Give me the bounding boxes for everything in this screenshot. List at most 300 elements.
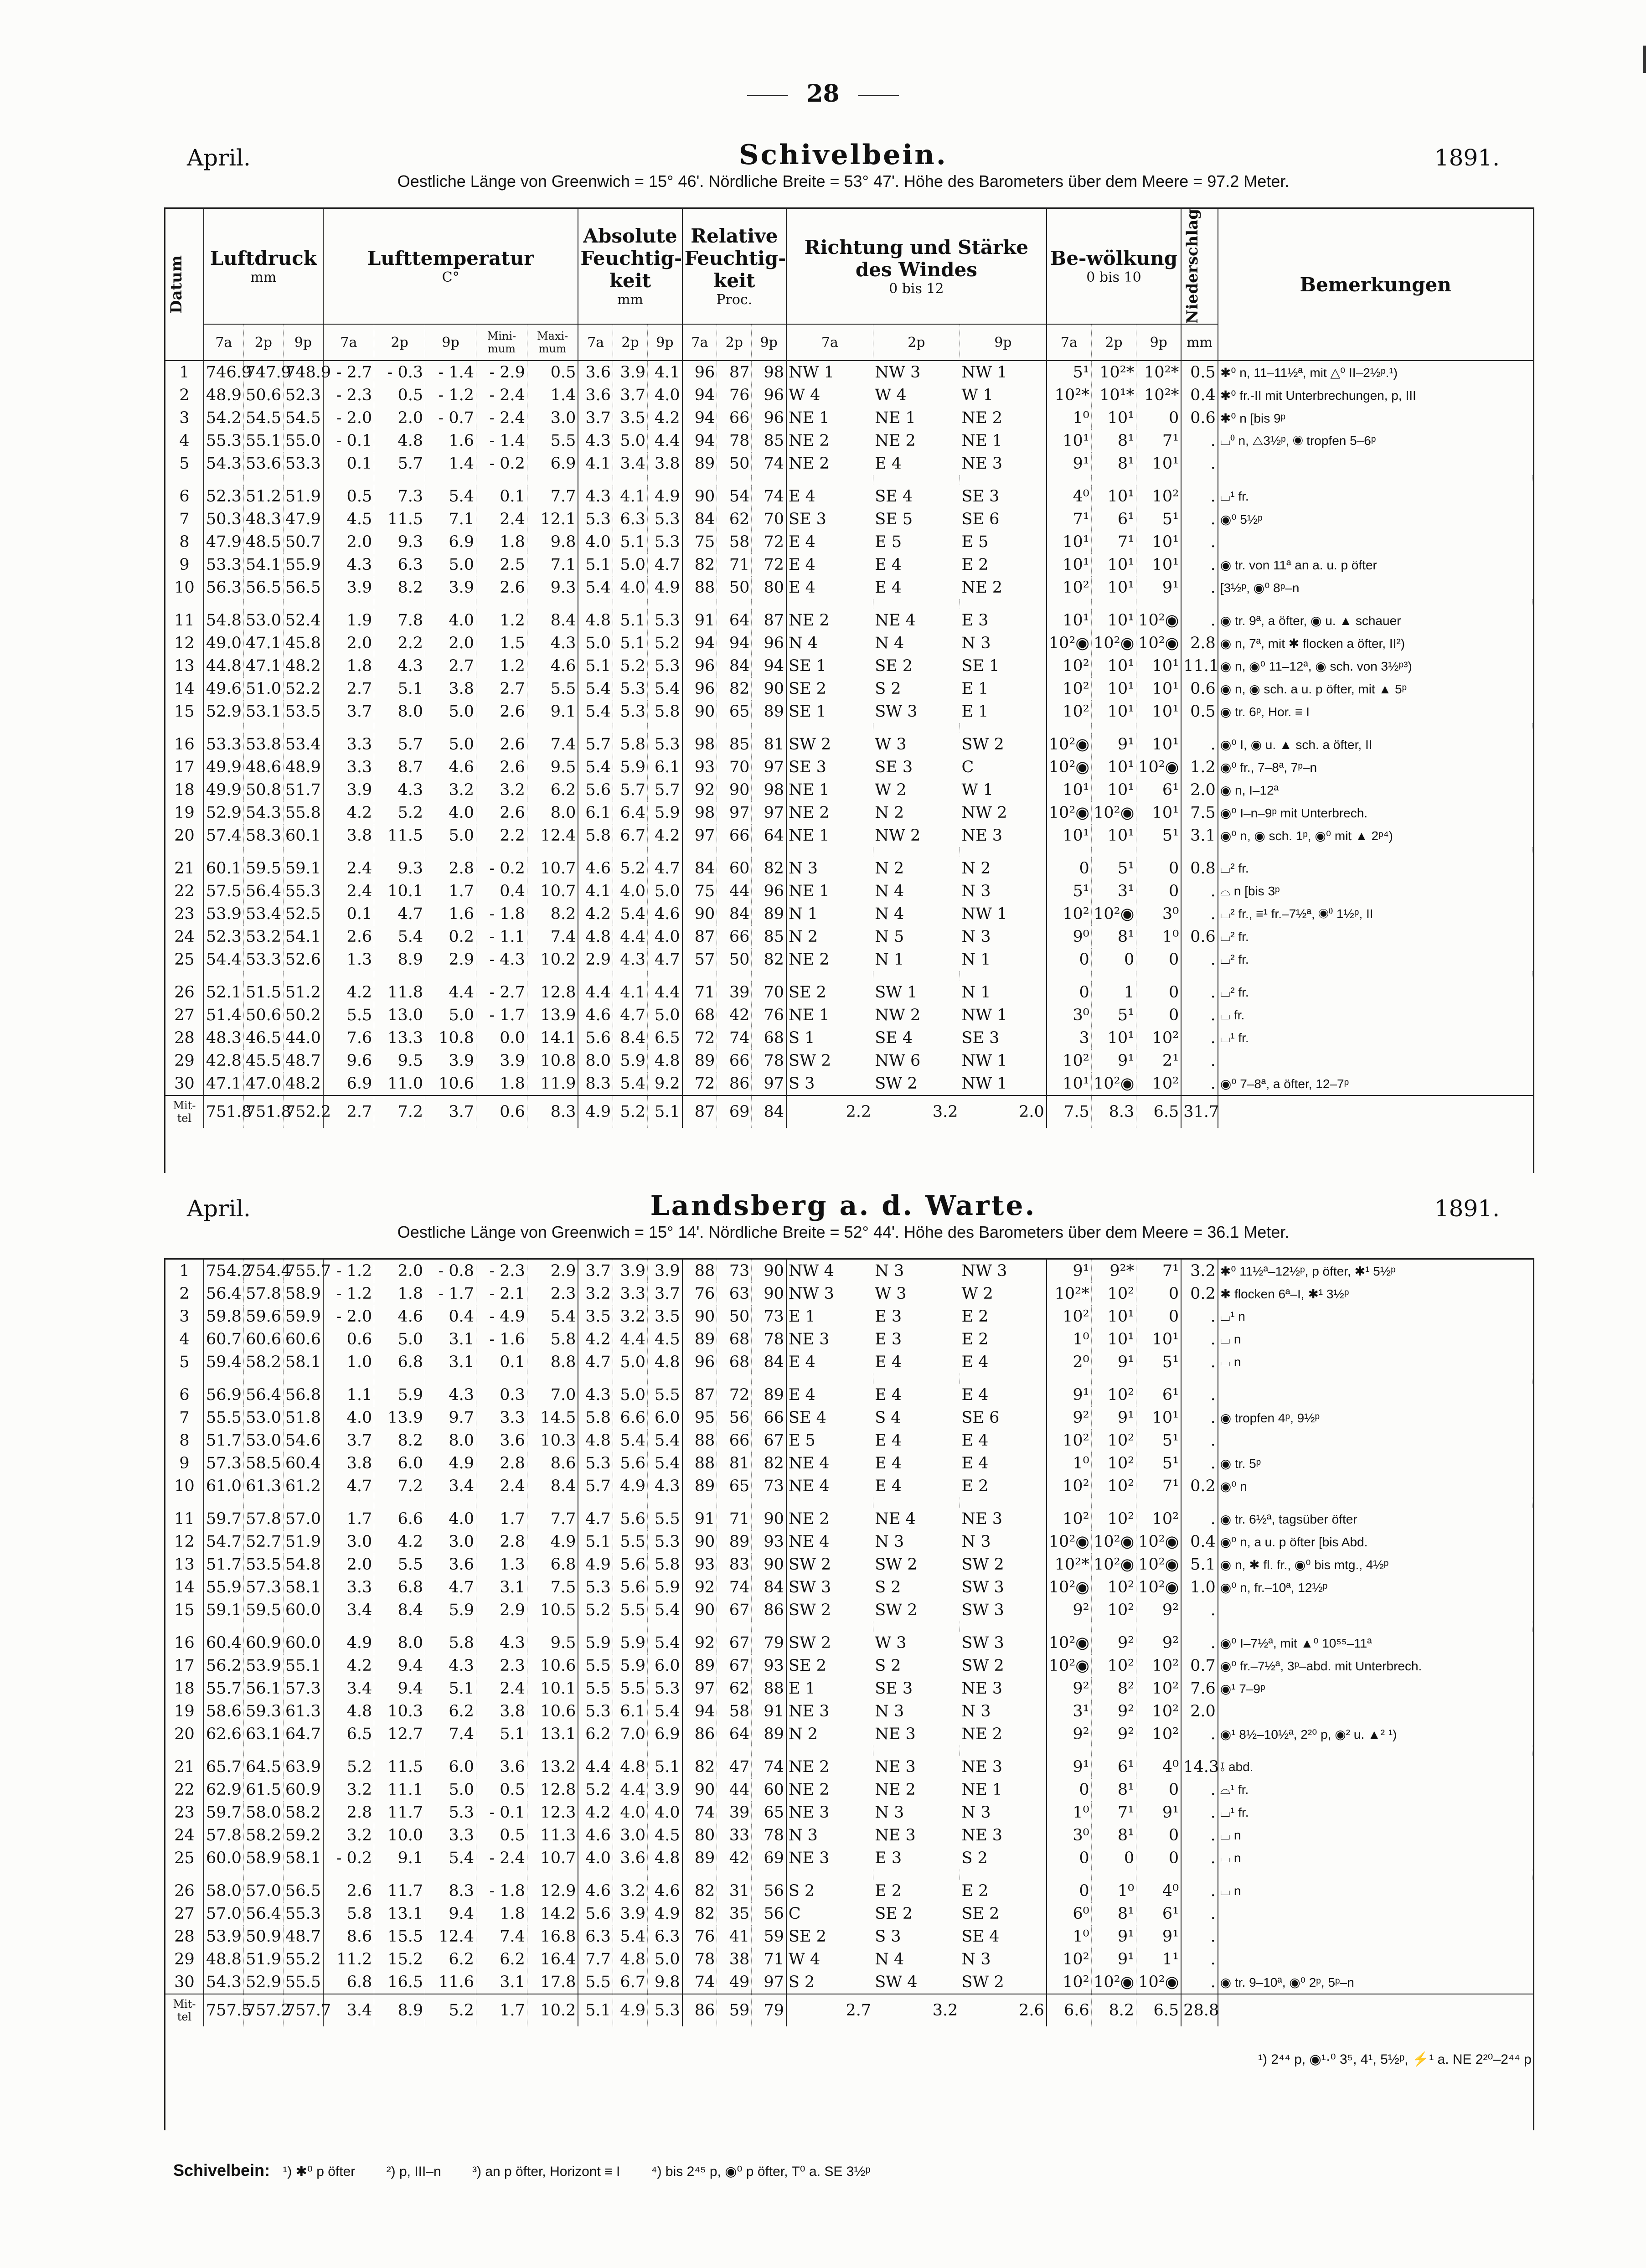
remark-cell: ✱⁰ n [bis 9ᵖ (1220, 411, 1286, 425)
value-cell: . (1181, 1847, 1218, 1870)
spacer-cell (648, 971, 682, 981)
value-cell: 10¹ (1091, 576, 1136, 599)
value-cell: 1.0 (323, 1351, 374, 1374)
value-cell: 0.1 (323, 903, 374, 925)
value-cell: 2.4 (476, 508, 527, 531)
value-cell: 10² (1136, 1654, 1181, 1677)
value-cell: 5.4 (613, 1925, 647, 1948)
value-cell: 86 (717, 1072, 752, 1095)
value-cell: 5.6 (613, 1553, 647, 1576)
spacer-cell (578, 723, 613, 733)
value-cell: 11.6 (425, 1971, 476, 1994)
value-cell: 10.6 (527, 1700, 578, 1723)
value-cell: 51.2 (283, 981, 323, 1004)
value-cell: 10² (1091, 1508, 1136, 1530)
spacer-cell (425, 847, 476, 857)
value-cell: 10² (1136, 485, 1182, 508)
day-cell: 22 (165, 1778, 204, 1801)
value-cell: 9¹ (1091, 1925, 1136, 1948)
value-cell: 10¹ (1136, 677, 1182, 700)
value-cell: 10² (1047, 903, 1091, 925)
remark-cell: ⌴⁰ n, △3½ᵖ, ◉ tropfen 5–6ᵖ (1220, 433, 1376, 448)
value-cell: 54 (717, 485, 752, 508)
value-cell: 79 (752, 1632, 786, 1654)
value-cell: 10²◉ (1047, 1576, 1091, 1599)
value-cell: 42.8 (204, 1049, 243, 1072)
value-cell: 5.3 (613, 677, 647, 700)
value-cell: 14.2 (527, 1902, 578, 1925)
value-cell: 1.8 (323, 655, 374, 677)
day-cell: 22 (165, 880, 204, 903)
value-cell: 5.5 (648, 1384, 682, 1406)
spacer-cell (1136, 599, 1182, 609)
value-cell: NE 4 (788, 1477, 830, 1495)
day-cell: 2 (165, 384, 204, 407)
value-cell: 8.0 (374, 1632, 425, 1654)
value-cell: 59.1 (204, 1599, 243, 1622)
value-cell: 4.0 (613, 880, 647, 903)
value-cell: SE 1 (788, 703, 826, 721)
value-cell: 6.1 (578, 801, 613, 824)
spacer-cell (1181, 1746, 1218, 1756)
value-cell: N 4 (875, 905, 904, 924)
value-cell: 55.8 (283, 801, 323, 824)
value-cell: 49.6 (204, 677, 243, 700)
value-cell: 76 (717, 384, 752, 407)
value-cell: 59 (752, 1925, 786, 1948)
value-cell: W 4 (875, 386, 907, 405)
value-cell: 96 (752, 880, 786, 903)
value-cell: 3.7 (578, 407, 613, 429)
value-cell: 50.7 (283, 531, 323, 553)
value-cell: 4.3 (374, 655, 425, 677)
value-cell: 0.6 (1181, 407, 1218, 429)
day-cell: 19 (165, 1700, 204, 1723)
spacer-cell (786, 475, 873, 485)
spacer-cell (165, 599, 204, 609)
sub-header: Maxi-mum (527, 324, 578, 361)
value-cell: 4.9 (648, 576, 682, 599)
value-cell: . (1181, 1049, 1218, 1072)
value-cell: 3.4 (425, 1475, 476, 1498)
value-cell: 4.6 (578, 1880, 613, 1902)
spacer-cell (243, 599, 283, 609)
value-cell: 11.1 (1181, 655, 1218, 677)
value-cell: 10.0 (374, 1824, 425, 1847)
value-cell: 2.6 (476, 576, 527, 599)
spacer-cell (1218, 475, 1533, 485)
value-cell: 11.7 (374, 1880, 425, 1902)
spacer-cell (425, 599, 476, 609)
sub-header: 9p (960, 324, 1046, 361)
value-cell: 10¹ (1091, 407, 1136, 429)
table-row (165, 553, 1533, 576)
value-cell: 54.8 (204, 609, 243, 632)
value-cell: 10¹ (1091, 677, 1136, 700)
spacer-cell (578, 475, 613, 485)
value-cell: 97 (682, 1677, 717, 1700)
value-cell: 7.0 (527, 1384, 578, 1406)
table-row (165, 1847, 1533, 1870)
value-cell: - 2.4 (476, 407, 527, 429)
value-cell: 72 (752, 553, 786, 576)
value-cell: 5.2 (578, 1778, 613, 1801)
spacer-cell (1047, 1870, 1091, 1880)
sub-header: 2p (873, 324, 960, 361)
value-cell: 51.4 (204, 1004, 243, 1027)
value-cell: 4.0 (425, 1508, 476, 1530)
value-cell: 10² (1091, 1282, 1136, 1305)
value-cell: 89 (682, 1328, 717, 1351)
value-cell: 2.8 (323, 1801, 374, 1824)
value-cell: 1.2 (476, 655, 527, 677)
value-cell: 66 (717, 925, 752, 948)
spacer-cell (204, 723, 243, 733)
value-cell: 90 (682, 1530, 717, 1553)
spacer-cell (717, 1870, 752, 1880)
value-cell: 82 (752, 857, 786, 880)
value-cell: 6.4 (613, 801, 647, 824)
value-cell: 91 (752, 1700, 786, 1723)
spacer-cell (752, 1498, 786, 1508)
value-cell: 4.6 (578, 857, 613, 880)
day-cell: 29 (165, 1948, 204, 1971)
value-cell: 10²◉ (1136, 756, 1182, 779)
value-cell: 58.2 (243, 1351, 283, 1374)
spacer-cell (527, 475, 578, 485)
value-cell: 72 (717, 1384, 752, 1406)
value-cell: 59.5 (243, 1599, 283, 1622)
remark-cell: ⌴¹ fr. (1220, 1030, 1249, 1045)
spacer-cell (243, 847, 283, 857)
value-cell: NE 3 (960, 1824, 1046, 1847)
value-cell: 47.9 (283, 508, 323, 531)
value-cell: 17.8 (527, 1971, 578, 1994)
remark-cell: ⌴ n (1220, 1850, 1241, 1865)
value-cell: 0 (1136, 880, 1182, 903)
value-cell: SE 4 (875, 1029, 913, 1048)
value-cell: N 2 (788, 928, 818, 946)
value-cell: . (1181, 1072, 1218, 1095)
value-cell: 3¹ (1091, 880, 1136, 903)
spacer-cell (243, 475, 283, 485)
value-cell: 3.9 (613, 1902, 647, 1925)
spacer-cell (165, 1374, 204, 1384)
remark-cell: ◉ tropfen 4ᵖ, 9½ᵖ (1220, 1410, 1320, 1425)
value-cell: 0.1 (476, 1351, 527, 1374)
value-cell: 0 (1091, 948, 1136, 971)
spacer-cell (323, 1374, 374, 1384)
spacer-cell (425, 1374, 476, 1384)
value-cell: 4.6 (374, 1305, 425, 1328)
value-cell: NE 2 (875, 1781, 916, 1799)
value-cell: 0.5 (374, 384, 425, 407)
value-cell: - 1.4 (425, 361, 476, 384)
value-cell: NE 3 (960, 1677, 1046, 1700)
value-cell: 3.9 (613, 1260, 647, 1282)
spacer-cell (323, 1746, 374, 1756)
value-cell: 6.2 (527, 779, 578, 801)
value-cell: 10²◉ (1047, 1530, 1091, 1553)
mean-cell: 1.7 (476, 1994, 527, 2026)
spacer-cell (752, 1622, 786, 1632)
value-cell: 0.5 (476, 1778, 527, 1801)
spacer-cell (1218, 847, 1533, 857)
value-cell: 0 (1136, 407, 1182, 429)
value-cell: 4.6 (648, 903, 682, 925)
value-cell: N 3 (960, 925, 1046, 948)
spacer-cell (578, 1870, 613, 1880)
spacer-cell (323, 971, 374, 981)
value-cell: E 4 (960, 1384, 1046, 1406)
value-cell: 74 (682, 1801, 717, 1824)
value-cell: NE 3 (960, 1756, 1046, 1778)
value-cell: 10.6 (527, 1654, 578, 1677)
value-cell: 3.5 (578, 1305, 613, 1328)
value-cell: 60.4 (204, 1632, 243, 1654)
value-cell: E 3 (960, 609, 1046, 632)
mean-cell: 6.6 (1047, 1994, 1091, 2026)
value-cell: 10²◉ (1136, 609, 1182, 632)
spacer-cell (323, 1870, 374, 1880)
spacer-cell (717, 1622, 752, 1632)
value-cell: 6.1 (648, 756, 682, 779)
value-cell: 5.0 (425, 733, 476, 756)
value-cell: 57.4 (204, 824, 243, 847)
spacer-cell (682, 847, 717, 857)
sub-header: 9p (752, 324, 786, 361)
value-cell: 4⁰ (1136, 1756, 1181, 1778)
value-cell: 74 (682, 1971, 717, 1994)
table-row (165, 857, 1533, 880)
spacer-cell (752, 971, 786, 981)
table-row (165, 1654, 1533, 1677)
spacer-cell (682, 1746, 717, 1756)
value-cell: 56.2 (204, 1654, 243, 1677)
value-cell: 11.1 (374, 1778, 425, 1801)
value-cell: 83 (717, 1553, 752, 1576)
spacer-cell (527, 971, 578, 981)
station-header-2 (187, 1190, 1500, 1242)
value-cell: 58.5 (243, 1452, 283, 1475)
value-cell: 8.0 (578, 1049, 613, 1072)
day-cell: 4 (165, 429, 204, 452)
footnote-3: ³) an p öfter, Horizont ≡ I (472, 2164, 620, 2179)
value-cell: 54.3 (243, 801, 283, 824)
value-cell: 1.4 (527, 384, 578, 407)
value-cell: 48.7 (283, 1049, 323, 1072)
remark-cell: ⌴² fr. (1220, 861, 1249, 875)
table-row (165, 1599, 1533, 1622)
value-cell: 52.3 (204, 925, 243, 948)
remark-cell: ⌴² fr. (1220, 929, 1249, 944)
value-cell: 4.2 (323, 801, 374, 824)
value-cell: 4.7 (648, 857, 682, 880)
value-cell: 59.8 (204, 1305, 243, 1328)
value-cell: 9.7 (425, 1406, 476, 1429)
value-cell: 59.9 (284, 1305, 323, 1328)
value-cell: 48.3 (243, 508, 283, 531)
value-cell: . (1181, 1824, 1218, 1847)
value-cell: 11.3 (527, 1824, 578, 1847)
value-cell: - 1.2 (323, 1260, 374, 1282)
value-cell: 84 (752, 1576, 786, 1599)
value-cell: 9.6 (323, 1049, 374, 1072)
value-cell: 11.7 (374, 1801, 425, 1824)
spacer-cell (1091, 723, 1136, 733)
value-cell: 4.4 (613, 925, 647, 948)
spacer-cell (243, 1622, 283, 1632)
value-cell: 6¹ (1136, 779, 1182, 801)
value-cell: NE 2 (788, 951, 830, 969)
value-cell: 57.0 (284, 1508, 323, 1530)
value-cell: 10²◉ (1136, 632, 1182, 655)
value-cell: 5.5 (578, 1971, 613, 1994)
value-cell: - 0.7 (425, 407, 476, 429)
day-cell: 27 (165, 1004, 204, 1027)
table-row (165, 1880, 1533, 1902)
value-cell: 11.2 (323, 1948, 374, 1971)
value-cell: 90 (752, 1260, 786, 1282)
value-cell: 4.2 (323, 1654, 374, 1677)
value-cell: 88 (682, 1429, 717, 1452)
value-cell: 4.4 (613, 1328, 647, 1351)
value-cell: 50.9 (243, 1925, 283, 1948)
spacer-cell (165, 1746, 204, 1756)
spacer-cell (1181, 1374, 1218, 1384)
spacer-cell (527, 599, 578, 609)
value-cell: 4⁰ (1136, 1880, 1181, 1902)
value-cell: 10¹* (1091, 384, 1136, 407)
value-cell: - 1.8 (476, 1880, 527, 1902)
mean-cell: 7.2 (374, 1095, 425, 1128)
value-cell: 5¹ (1136, 1452, 1181, 1475)
value-cell: 2.0 (374, 1260, 425, 1282)
day-cell: 18 (165, 1677, 204, 1700)
station-footnote: ¹) 2⁴⁴ p, ◉¹·⁰ 3⁵, 4¹, 5½ᵖ, ⚡¹ a. NE 2²⁰–2⁴⁴ p (1258, 2052, 1532, 2067)
value-cell: E 2 (960, 1880, 1046, 1902)
table-row (165, 1756, 1533, 1778)
spacer-cell (1047, 1498, 1091, 1508)
value-cell: 90 (682, 1778, 717, 1801)
value-cell: 6.2 (425, 1948, 476, 1971)
value-cell: 9.5 (374, 1049, 425, 1072)
day-cell: 24 (165, 925, 204, 948)
value-cell: 4.3 (613, 948, 647, 971)
value-cell: 10¹ (1136, 700, 1182, 723)
value-cell: 1.8 (476, 1072, 527, 1095)
value-cell: SE 4 (788, 1409, 826, 1427)
col-bemerkungen: Bemerkungen (1218, 209, 1533, 361)
value-cell: 8¹ (1091, 1778, 1136, 1801)
day-cell: 17 (165, 1654, 204, 1677)
value-cell: 10¹ (1091, 824, 1136, 847)
value-cell: 0 (1136, 1004, 1182, 1027)
spacer-cell (204, 1374, 243, 1384)
value-cell: S 2 (875, 680, 901, 698)
value-cell: NE 3 (960, 452, 1046, 475)
value-cell: 5.3 (578, 1576, 613, 1599)
value-cell: NE 2 (788, 804, 830, 822)
table-row (165, 1801, 1533, 1824)
value-cell: SE 3 (788, 758, 826, 777)
mean-cell: 8.9 (374, 1994, 425, 2026)
value-cell: 5.3 (578, 1452, 613, 1475)
value-cell: 3.2 (1181, 1260, 1218, 1282)
value-cell: 10² (1047, 1305, 1091, 1328)
value-cell: 10²◉ (1047, 756, 1091, 779)
remark-cell: ⌴¹ fr. (1220, 1805, 1249, 1819)
value-cell: 5¹ (1091, 857, 1136, 880)
value-cell: 61.5 (243, 1778, 283, 1801)
value-cell: 56.5 (284, 1880, 323, 1902)
value-cell: 48.2 (283, 1072, 323, 1095)
value-cell: 58.1 (284, 1351, 323, 1374)
mean-cell: 751.8 (204, 1095, 243, 1128)
value-cell: E 5 (788, 1431, 815, 1450)
value-cell: 3.2 (323, 1824, 374, 1847)
day-cell: 19 (165, 801, 204, 824)
value-cell: - 2.3 (323, 384, 374, 407)
value-cell: 8.2 (374, 576, 425, 599)
value-cell: 5¹ (1091, 1004, 1136, 1027)
value-cell: 3.7 (648, 1282, 682, 1305)
value-cell: 2.6 (323, 1880, 374, 1902)
value-cell: NE 3 (788, 1849, 830, 1867)
col-lufttemperatur: Lufttemperatur C° (323, 209, 578, 324)
value-cell: 10²◉ (1136, 1530, 1181, 1553)
mean-cell: 757.5 (204, 1994, 243, 2026)
table-row (165, 948, 1533, 971)
remark-cell: ◉⁰ fr.–7½ª, 3ᵖ–abd. mit Unterbrech. (1220, 1658, 1422, 1673)
value-cell: 5.5 (323, 1004, 374, 1027)
remark-cell: ◉ tr. 6ᵖ, Hor. ≡ I (1220, 704, 1310, 719)
value-cell: 0.8 (1181, 857, 1218, 880)
spacer-cell (1091, 971, 1136, 981)
value-cell: 4.0 (648, 1801, 682, 1824)
value-cell: 0 (1136, 948, 1182, 971)
value-cell: SW 2 (960, 1553, 1046, 1576)
value-cell: 89 (682, 1654, 717, 1677)
value-cell: 5¹ (1136, 1429, 1181, 1452)
station-coords: Oestliche Länge von Greenwich = 15° 46'. Nördliche Breite = 53° 47'. Höhe des Barometers über dem Meere = 97.2 Meter. (397, 172, 1290, 191)
value-cell: 5.2 (323, 1756, 374, 1778)
value-cell: NE 1 (960, 429, 1046, 452)
value-cell: SW 3 (960, 1632, 1046, 1654)
day-cell: 14 (165, 1576, 204, 1599)
value-cell: 10¹ (1047, 531, 1091, 553)
value-cell: 3.7 (613, 384, 647, 407)
spacer-cell (165, 1498, 204, 1508)
value-cell: 7.7 (527, 485, 578, 508)
value-cell: 4.3 (578, 485, 613, 508)
day-cell: 26 (165, 981, 204, 1004)
value-cell: 6.3 (648, 1925, 682, 1948)
value-cell: 85 (717, 733, 752, 756)
table-row (165, 700, 1533, 723)
value-cell: 63 (717, 1282, 752, 1305)
value-cell: 10² (1091, 1429, 1136, 1452)
value-cell: 74 (752, 485, 786, 508)
value-cell: S 1 (788, 1029, 815, 1048)
value-cell: E 4 (875, 579, 902, 597)
value-cell: 60.4 (284, 1452, 323, 1475)
spacer-cell (204, 1870, 243, 1880)
table-row (165, 1260, 1533, 1282)
spacer-cell (960, 475, 1046, 485)
table-row (165, 452, 1533, 475)
value-cell: 5¹ (1047, 361, 1091, 384)
